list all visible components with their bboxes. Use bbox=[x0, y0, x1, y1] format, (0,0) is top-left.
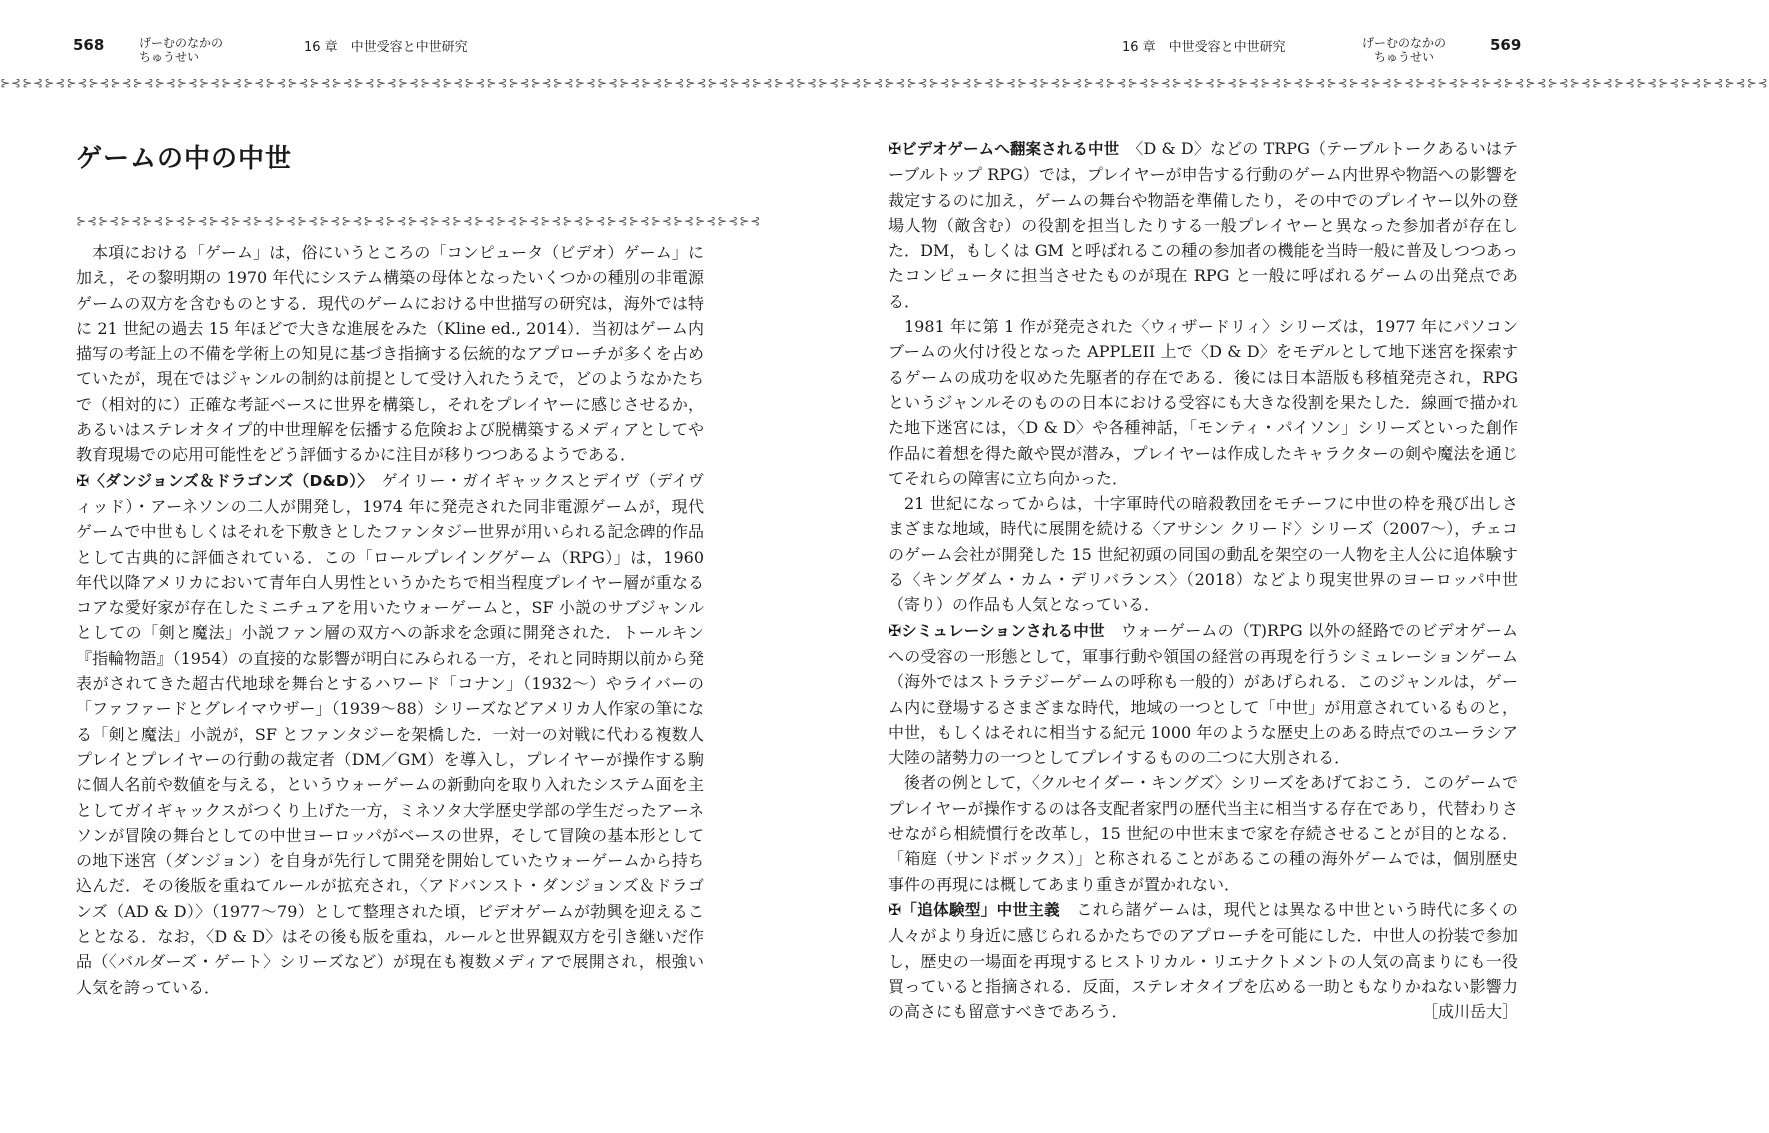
section-simulation-heading: ✠シミュレーションされる中世 bbox=[888, 621, 1105, 640]
title-ornament-rule: ⊱⊰⊱⊰⊱⊰⊱⊰⊱⊰⊱⊰⊱⊰⊱⊰⊱⊰⊱⊰⊱⊰⊱⊰⊱⊰⊱⊰⊱⊰⊱⊰⊱⊰⊱⊰⊱⊰⊱⊰⊱⊰⊱⊰⊱⊰⊱⊰⊱⊰⊱⊰⊱⊰⊱⊰⊱⊰⊱⊰⊱⊰ bbox=[76, 214, 762, 228]
section-dnd-text: ゲイリー・ガイギャックスとデイヴ（デイヴィッド）・アーネソンの二人が開発し，1974 年に発売された同非電源ゲームが，現代ゲームで中世もしくはそれを下敷きとしたファンタジー世界が用いられる記念碑的作品として古典的に評価されている．この「ロールプレイングゲーム（RPG）」は，1960 年代以降アメリカにおいて青年白人男性というかたちで相当程度プレイヤー層が重なるコアな愛好家が存在したミニチュアを用いたウォーゲームと，SF 小説のサブジャンルとしての「剣と魔法」小説ファン層の双方への訴求を念頭に開発された．トールキン『指輪物語』（1954）の直接的な影響が明白にみられる一方，それと同時期以前から発表がされてきた超古代地球を舞台とするハワード「コナン」（1932〜）やライバーの「ファファードとグレイマウザー」（1939〜88）シリーズなどアメリカ人作家の筆になる「剣と魔法」小説が，SF とファンタジーを架橋した．一対一の対戦に代わる複数人プレイとプレイヤーの行動の裁定者（DM／GM）を導入し，プレイヤーが操作する駒に個人名前や数値を与える，というウォーゲームの新動向を取り入れたシステム面を主としてガイギャックスがつくり上げた一方，ミネソタ大学歴史学部の学生だったアーネソンが冒険の舞台としての中世ヨーロッパがベースの世界，そして冒険の基本形としての地下迷宮（ダンジョン）を自身が先行して開発を開始していたウォーゲームから持ち込んだ．その後版を重ねてルールが拡充され，〈アドバンスト・ダンジョンズ＆ドラゴンズ（AD & D）〉（1977〜79）として整理された頃，ビデオゲームが勃興を迎えることとなる．なお，〈D & D〉はその後も版を重ね，ルールと世界観双方を引き継いだ作品（〈バルダーズ・ゲート〉シリーズなど）が現在も複数メディアで展開され，根強い人気を誇っている． bbox=[76, 470, 704, 997]
intro-paragraph: 本項における「ゲーム」は，俗にいうところの「コンピュータ（ビデオ）ゲーム」に加え，その黎明期の 1970 年代にシステム構築の母体となったいくつかの種別の非電源ゲームの双方を含むものとする．現代のゲームにおける中世描写の研究は，海外では特に 21 世紀の過去 15 年ほどで大きな進展をみた（Kline ed., 2014）．当初はゲーム内描写の考証上の不備を学術上の知見に基づき指摘する伝統的なアプローチが多くを占めていたが，現在ではジャンルの制約は前提として受け入れたうえで，どのようなかたちで（相対的に）正確な考証ベースに世界を構築し，それをプレイヤーに感じさせるか，あるいはステレオタイプ的中世理解を伝播する危険および脱構築するメディアとしてや教育現場での応用可能性をどう評価するかに注目が移りつつあるようである． bbox=[76, 243, 704, 465]
section-video-game-heading: ✠ビデオゲームへ翻案される中世 bbox=[888, 140, 1120, 158]
right-page-body bbox=[888, 136, 1518, 1024]
section-reenactment-heading: ✠「追体験型」中世主義 bbox=[888, 900, 1061, 919]
section-video-game-text: 〈D & D〉などの TRPG（テーブルトークあるいはテーブルトップ RPG）では，プレイヤーが申告する行動のゲーム内世界や物語への影響を裁定するのに加え，ゲームの舞台や物語を準備したり，その中でのプレイヤー以外の登場人物（敵含む）の役割を担当したりする一般プレイヤーと異なった参加者が存在した．DM，もしくは GM と呼ばれるこの種の参加者の機能を当時一般に普及しつつあったコンピュータに担当させたものが現在 RPG と一般に呼ばれるゲームの出発点である． bbox=[888, 139, 1518, 311]
21st-century-paragraph: 21 世紀になってからは，十字軍時代の暗殺教団をモチーフに中世の枠を飛び出しさまざまな地域，時代に展開を続ける〈アサシン クリード〉シリーズ（2007〜），チェコのゲーム会社が開発した 15 世紀初頭の同国の動乱を架空の一人物を主人公に追体験する〈キングダム・カム・デリバランス〉（2018）などより現実世界のヨーロッパ中世（寄り）の作品も人気となっている． bbox=[888, 494, 1518, 615]
wizardry-paragraph: 1981 年に第 1 作が発売された〈ウィザードリィ〉シリーズは，1977 年にパソコンブームの火付け役となった APPLEII 上で〈D & D〉をモデルとして地下迷宮を探索するゲームの成功を収めた先駆者的存在である．後には日本語版も移植発売され，RPG というジャンルそのものの日本における受容にも大きな役割を果たした．線画で描かれた地下迷宮には，〈D & D〉や各種神話，「モンティ・パイソン」シリーズといった創作作品に着想を得た敵や罠が潜み，プレイヤーは作成したキャラクターの剣や魔法を通じてそれらの障害に立ち向かった． bbox=[888, 317, 1518, 488]
right-book-title bbox=[1362, 36, 1446, 64]
left-book-title-line2: ちゅうせい bbox=[139, 50, 200, 64]
crusader-kings-paragraph: 後者の例として，〈クルセイダー・キングズ〉シリーズをあげておこう．このゲームでプレイヤーが操作するのは各支配者家門の歴代当主に相当する存在であり，代替わりさせながら相続慣行を改革し，15 世紀の中世末まで家を存続させることが目的となる．「箱庭（サンドボックス）」と称されることがあるこの種の海外ゲームでは，個別歴史事件の再現には概してあまり重きが置かれない． bbox=[888, 773, 1518, 894]
section-reenactment-text: これら諸ゲームは，現代とは異なる中世という時代に多くの人々がより身近に感じられるかたちでのアプローチを可能にした．中世人の扮装で参加し，歴史の一場面を再現するヒストリカル・リエナクトメントの人気の高まりにも一役買っていると指摘される．反面，ステレオタイプを広める一助ともなりかねない影響力の高さにも留意すべきであろう． bbox=[888, 899, 1518, 1022]
section-dnd bbox=[76, 468, 704, 1000]
left-page-number: 568 bbox=[73, 36, 105, 54]
right-book-title-line1: げーむのなかの bbox=[1362, 36, 1447, 50]
right-chapter-heading: 16 章 中世受容と中世研究 bbox=[1122, 40, 1286, 55]
section-simulation bbox=[888, 618, 1518, 771]
section-dnd-heading: ✠〈ダンジョンズ＆ドラゴンズ（D&D）〉 bbox=[76, 471, 366, 490]
section-simulation-text: ウォーゲームの（T)RPG 以外の経路でのビデオゲームへの受容の一形態として，軍事行動や領国の経営の再現を行うシミュレーションゲーム（海外ではストラテジーゲームの呼称も一般的）があげられる．このジャンルは，ゲーム内に登場するさまざまな時代，地域の一つとして「中世」が用意されているものと，中世，もしくはそれに相当する紀元 1000 年のような歴史上のある時点でのユーラシア大陸の諸勢力の一つとしてプレイするものの二つに大別される． bbox=[888, 620, 1518, 768]
section-video-game bbox=[888, 136, 1518, 314]
section-reenactment bbox=[888, 897, 1518, 1024]
top-ornament-border: ⊱⊰⊱⊰⊱⊰⊱⊰⊱⊰⊱⊰⊱⊰⊱⊰⊱⊰⊱⊰⊱⊰⊱⊰⊱⊰⊱⊰⊱⊰⊱⊰⊱⊰⊱⊰⊱⊰⊱⊰⊱⊰⊱⊰⊱⊰⊱⊰⊱⊰⊱⊰⊱⊰⊱⊰⊱⊰⊱⊰⊱⊰⊱⊰⊱⊰⊱⊰⊱⊰⊱⊰⊱⊰⊱⊰⊱⊰⊱⊰⊱⊰⊱⊰⊱⊰⊱⊰⊱⊰⊱⊰⊱⊰⊱⊰⊱⊰⊱⊰⊱⊰⊱⊰⊱⊰⊱⊰⊱⊰⊱⊰⊱⊰⊱⊰⊱⊰⊱⊰⊱⊰⊱⊰⊱⊰⊱⊰⊱⊰⊱⊰⊱⊰⊱⊰⊱⊰⊱⊰⊱⊰⊱⊰⊱⊰⊱⊰⊱⊰⊱⊰⊱⊰⊱⊰⊱⊰⊱⊰ bbox=[0, 76, 1769, 90]
left-chapter-heading: 16 章 中世受容と中世研究 bbox=[304, 40, 468, 55]
left-book-title bbox=[139, 36, 223, 64]
left-page-body bbox=[76, 240, 704, 1000]
right-page-number: 569 bbox=[1490, 36, 1522, 54]
article-title: ゲームの中の中世 bbox=[76, 144, 293, 174]
left-book-title-line1: げーむのなかの bbox=[139, 36, 224, 50]
right-book-title-line2: ちゅうせい bbox=[1374, 50, 1435, 64]
author-signature: ［成川岳大］ bbox=[1421, 1002, 1518, 1022]
